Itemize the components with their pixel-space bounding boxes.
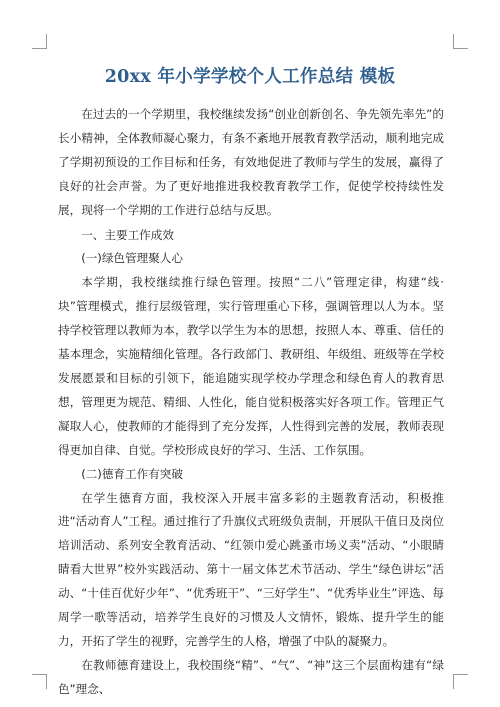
crop-mark-bottom-left — [32, 674, 47, 689]
crop-mark-top-left — [32, 34, 47, 49]
crop-mark-bottom-right — [453, 674, 468, 689]
section-heading: 一、主要工作成效 — [81, 227, 174, 242]
document-title — [0, 63, 500, 88]
document-body — [58, 103, 444, 702]
paragraph-intro: 在过去的一个学期里，我校继续发扬“创业创新创名、争先领先率先”的长小精神，全体教师凝心聚力，有条不紊地开展教育教学活动，顺利地完成了学期初预设的工作目标和任务，有效地促进了教师与学生的发展，赢得了良好的社会声誉。为了更好地推进我校教育教学工作，促使学校持续性发展，现将一个学期的工作进行总结与反思。 — [58, 107, 444, 217]
title-year: 20xx — [104, 67, 152, 87]
crop-mark-top-right — [453, 34, 468, 49]
paragraph-moral-education: 在学生德育方面，我校深入开展丰富多彩的主题教育活动，积极推进“活动育人”工程。通过推行了升旗仪式班级负责制，开展队干值日及岗位培训活动、系列安全教育活动、“红领巾爱心跳蚤市场义卖”活动、“小眼睛睛看大世界”校外实践活动、第十一届文体艺术节活动、学生“绿色讲坛”活动、“十佳百优好少年”、“优秀班干”、“三好学生”、“优秀毕业生”评选、每周学一歌等活动，培养学生良好的习惯及人文情怀，锻炼、提升学生的能力，开拓了学生的视野，完善学生的人格，增强了中队的凝聚力。 — [58, 490, 444, 648]
subsection-heading: (一)绿色管理聚人心 — [81, 251, 183, 266]
subsection-heading: (二)德育工作有突破 — [81, 466, 183, 481]
title-text: 年小学学校个人工作总结 模板 — [151, 67, 396, 87]
paragraph-teacher-ethics: 在教师德育建设上，我校围绕“精”、“气”、“神”这三个层面构建有“绿色”理念、 — [58, 657, 444, 696]
paragraph-green-management: 本学期，我校继续推行绿色管理。按照“二八”管理定律，构建“线·块”管理模式，推行层级管理，实行管理重心下移，强调管理以人为本。坚持学校管理以教师为本，教学以学生为本的思想，按照人本、尊重、信任的基本理念，实施精细化管理。各行政部门、教研组、年级组、班级等在学校发展愿景和目标的引领下，能追随实现学校办学理念和绿色育人的教育思想，管理更为规范、精细、人性化，能自觉积极落实好各项工作。管理正气凝取人心，使教师的才能得到了充分发挥，人性得到完善的发展，教师表现得更加自律、自觉。学校形成良好的学习、生活、工作氛围。 — [58, 275, 444, 457]
